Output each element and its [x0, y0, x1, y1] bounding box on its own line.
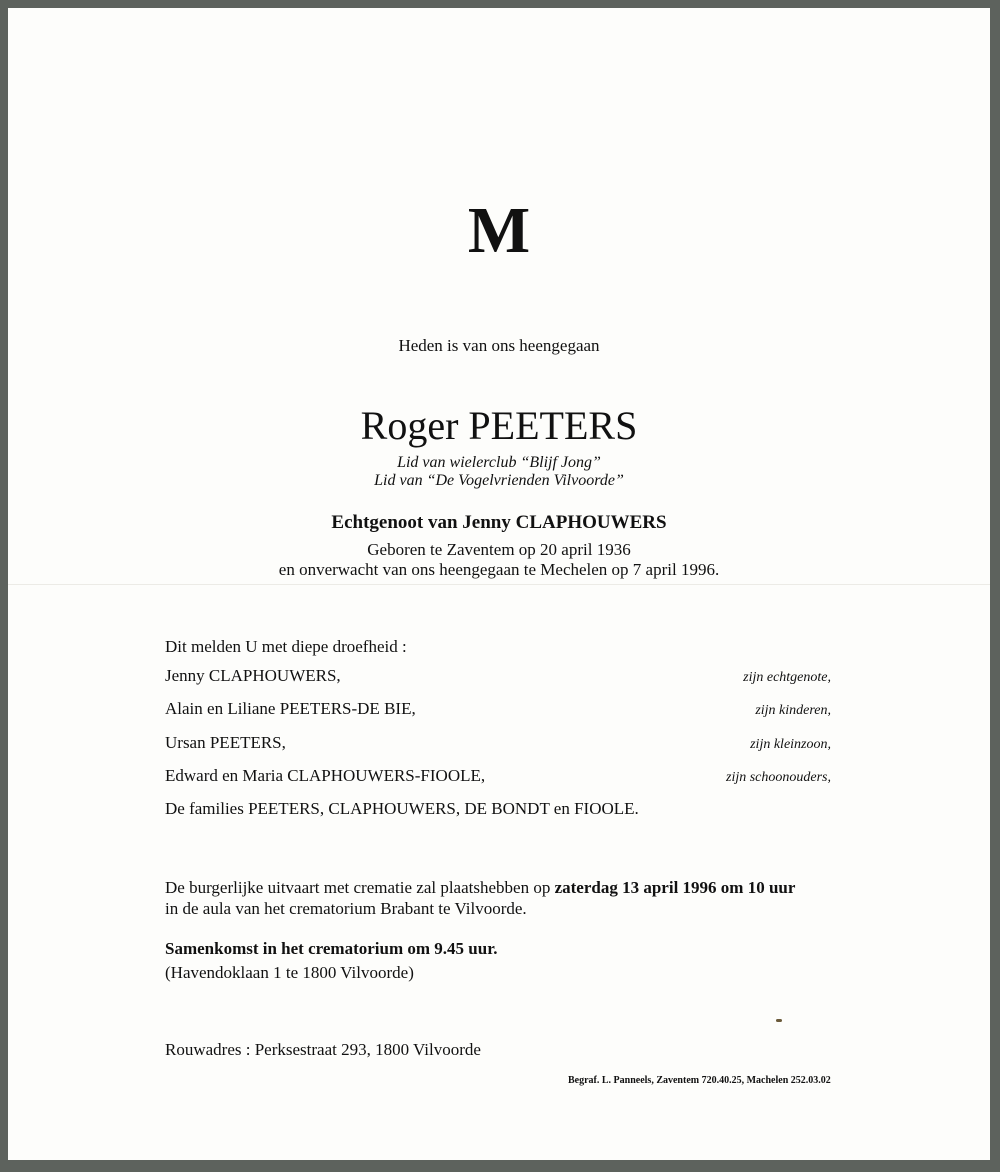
printer-credit: Begraf. L. Panneels, Zaventem 720.40.25, Machelen 252.03.02 — [568, 1075, 831, 1086]
family-row — [165, 764, 831, 797]
funeral-text: De burgerlijke uitvaart met crematie zal plaatshebben op — [165, 878, 555, 897]
family-member-name: Alain en Liliane PEETERS-DE BIE, — [165, 699, 416, 719]
family-relation: zijn kinderen, — [755, 703, 831, 719]
obituary-card — [8, 8, 990, 1160]
spouse-line: Echtgenoot van Jenny CLAPHOUWERS — [331, 512, 667, 533]
family-row — [165, 731, 831, 764]
funeral-date: zaterdag 13 april 1996 om 10 uur — [554, 878, 796, 897]
membership-line: Lid van “De Vogelvrienden Vilvoorde” — [374, 472, 624, 489]
deceased-name: Roger PEETERS — [360, 403, 638, 448]
birth-death-info — [8, 540, 990, 580]
family-relation: zijn echtgenote, — [743, 670, 831, 685]
funeral-line-2: in de aula van het crematorium Brabant te Vilvoorde. — [165, 899, 527, 918]
gathering-time: Samenkomst in het crematorium om 9.45 uur. — [165, 939, 498, 958]
family-row — [165, 697, 831, 730]
gathering-info — [165, 937, 497, 985]
birth-line: Geboren te Zaventem op 20 april 1936 — [367, 540, 631, 559]
family-member-name: Ursan PEETERS, — [165, 732, 286, 752]
announcement-heading: Dit melden U met diepe droefheid : — [165, 637, 407, 656]
family-row — [165, 664, 831, 697]
intro-text: Heden is van ons heengegaan — [398, 336, 600, 355]
gathering-address: (Havendoklaan 1 te 1800 Vilvoorde) — [165, 963, 414, 982]
membership-line: Lid van wielerclub “Blijf Jong” — [397, 454, 601, 471]
death-line: en onverwacht van ons heengegaan te Mechelen op 7 april 1996. — [278, 560, 720, 579]
funeral-details — [165, 877, 795, 919]
mourning-address: Rouwadres : Perksestraat 293, 1800 Vilvoorde — [165, 1040, 481, 1059]
family-relation: zijn schoonouders, — [726, 769, 831, 785]
family-row — [165, 797, 831, 830]
monogram: M — [467, 194, 531, 267]
family-list — [165, 664, 831, 830]
paper-speck — [776, 1019, 782, 1022]
funeral-line-1 — [165, 877, 795, 898]
fold-line — [8, 584, 990, 585]
family-relation: zijn kleinzoon, — [750, 736, 831, 752]
family-member-name: Jenny CLAPHOUWERS, — [165, 666, 341, 685]
family-member-name: Edward en Maria CLAPHOUWERS-FIOOLE, — [165, 765, 486, 785]
family-member-name: De families PEETERS, CLAPHOUWERS, DE BONDT en FIOOLE. — [165, 799, 639, 819]
memberships — [8, 454, 990, 490]
